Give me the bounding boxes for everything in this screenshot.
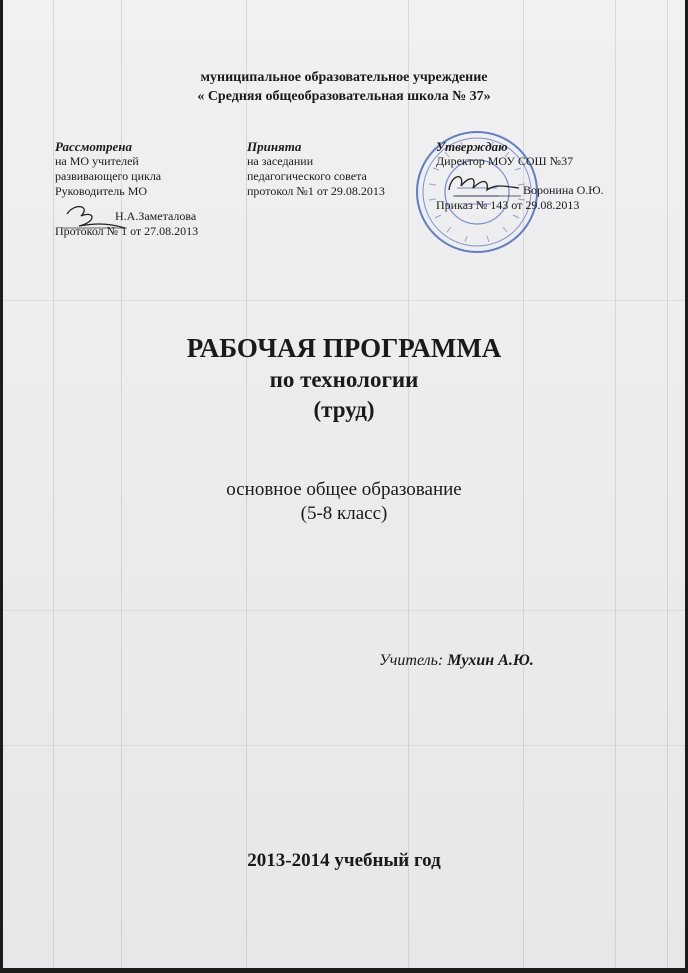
subject-line: по технологии	[269, 367, 419, 392]
grade-range: (5-8 класс)	[300, 503, 388, 524]
accepted-block	[247, 139, 385, 199]
document-title: РАБОЧАЯ ПРОГРАММА	[186, 333, 502, 363]
accepted-line-1: на заседании	[247, 154, 314, 168]
teacher-line	[379, 652, 534, 670]
approved-order: Приказ № 143 от 29.08.2013	[436, 198, 580, 212]
signature-zametalova	[61, 200, 133, 240]
school-name: « Средняя общеобразовательная школа № 37»	[197, 89, 491, 104]
considered-line-3: Руководитель МО	[55, 184, 148, 198]
academic-year: 2013-2014 учебный год	[247, 850, 441, 871]
accepted-title: Принята	[247, 139, 302, 154]
approved-line-1: Директор МОУ СОШ №37	[436, 154, 574, 168]
considered-line-2: развивающего цикла	[55, 169, 162, 183]
accepted-line-2: педагогического совета	[247, 169, 367, 183]
approved-title: Утверждаю	[436, 139, 508, 154]
considered-signer: Н.А.Заметалова	[115, 209, 197, 223]
teacher-label: Учитель:	[379, 652, 444, 669]
teacher-name: Мухин А.Ю.	[447, 652, 534, 669]
considered-title: Рассмотрена	[55, 139, 132, 154]
document-page	[3, 0, 685, 968]
approved-signer: Воронина О.Ю.	[523, 183, 604, 197]
education-level: основное общее образование	[226, 479, 462, 500]
school-type: муниципальное образовательное учреждение	[200, 70, 488, 85]
considered-line-1: на МО учителей	[55, 154, 139, 168]
subject-note: (труд)	[313, 397, 375, 422]
accepted-line-3: протокол №1 от 29.08.2013	[247, 184, 385, 198]
considered-protocol: Протокол № 1 от 27.08.2013	[55, 224, 199, 238]
signature-voronina	[443, 168, 523, 204]
